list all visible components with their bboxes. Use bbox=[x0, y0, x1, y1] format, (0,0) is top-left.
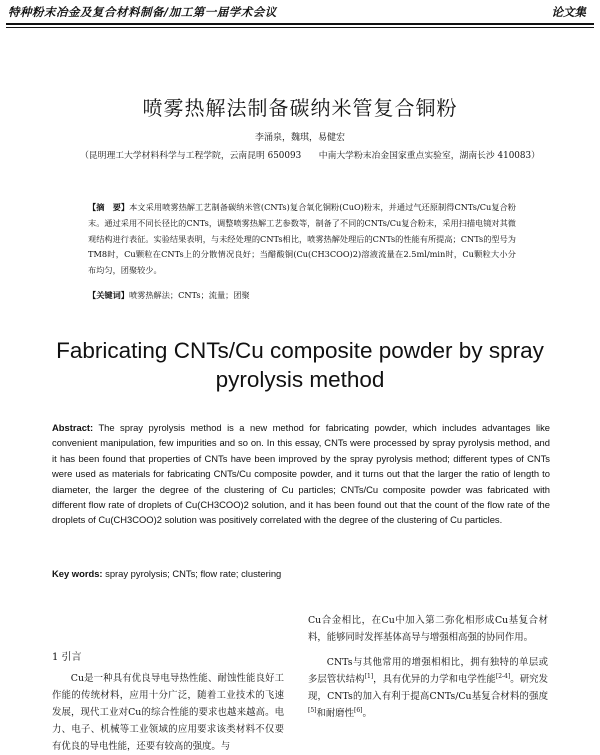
abstract-chinese bbox=[88, 200, 516, 279]
abstract-chinese-label: 【摘 要】 bbox=[88, 202, 130, 212]
intro-paragraph-1: Cu是一种具有优良导电导热性能、耐蚀性能良好工作能的传统材料，应用十分广泛，随着工业技术的飞速发展，现代工业对Cu的综合性能的要求也越来越高。电力、电子、机械等工业领域的应用要求该类材料不仅要有优良的导电性能，还要有较高的强度。与 bbox=[52, 673, 284, 752]
keywords-chinese-label: 【关键词】 bbox=[88, 290, 129, 300]
abstract-english-label: Abstract: bbox=[52, 422, 94, 433]
intro-paragraph-continued: Cu合金相比，在Cu中加入第二弥化相形成Cu基复合材料，能够同时发挥基体高导与增强相高强的协同作用。 bbox=[308, 615, 548, 643]
running-header-right: 论文集 bbox=[551, 5, 586, 19]
body-column-right bbox=[308, 612, 548, 722]
running-header-left: 特种粉末冶金及复合材料制备/加工第一届学术会议 bbox=[8, 5, 277, 19]
keywords-chinese bbox=[88, 290, 250, 301]
abstract-english-text: The spray pyrolysis method is a new method for fabricating powder, which includes advantages like convenient manipulation, few impurities and so on. In this essay, CNTs were processed by spray pyrolysis method, and it has been found that properties of CNTs have been improved by the spray pyrolysis method; different types of CNTs were used as materials for fabricating CNTs/Cu composite powder, and it turns out that the larger the ratio of length to diameter, the larger the degree of the clustering of Cu particles; CNTs/Cu composite powder was fabricated with different flow rate of droplets of Cu(CH3COO)2 solution, and it has been found out that the count of the flow rate of the droplets of Cu(CH3COO)2 solution was positively correlated with the degree of the clustering of Cu particles. bbox=[52, 422, 551, 526]
section-heading-introduction: 1 引言 bbox=[52, 652, 82, 663]
affiliation-chinese: （昆明理工大学材料科学与工程学院，云南昆明 650093 中南大学粉末冶金国家重点实验室，湖南长沙 410083） bbox=[80, 151, 540, 161]
header-rule-thin bbox=[6, 27, 594, 28]
title-chinese: 喷雾热解法制备碳纳米管复合铜粉 bbox=[142, 96, 458, 120]
intro-paragraph-2: CNTs与其他常用的增强相相比，拥有独特的单层或多层管状结构[1]，具有优异的力学和电学性能[2-4]。研究发现，CNTs的加入有利于提高CNTs/Cu基复合材料的强度[5]和耐磨性[6]。 bbox=[308, 657, 548, 719]
keywords-english-text: spray pyrolysis; CNTs; flow rate; clustering bbox=[105, 568, 282, 579]
body-column-left bbox=[52, 670, 284, 755]
header-rule-thick bbox=[6, 23, 594, 25]
title-english: Fabricating CNTs/Cu composite powder by spray pyrolysis method bbox=[56, 338, 544, 392]
keywords-chinese-text: 喷雾热解法；CNTs；流量；团聚 bbox=[128, 290, 250, 300]
keywords-english bbox=[52, 568, 281, 579]
abstract-english bbox=[52, 420, 550, 528]
abstract-chinese-text: 本文采用喷雾热解工艺制备碳纳米管(CNTs)复合氧化铜粉(CuO)粉末，并通过气还原制得CNTs/Cu复合粉末。通过采用不同长径比的CNTs，调整喷雾热解工艺参数等，制备了不同的CNTs/Cu复合粉末，采用扫描电镜对其微观结构进行表征。实验结果表明，与未经处理的CNTs相比，喷雾热解处理后的CNTs的性能有所提高；CNTs的型号为TM8时，Cu颗粒在CNTs上的分散情况良好；当醋酸铜(Cu(CH3COO)2)溶液流量在2.5ml/min时，Cu颗粒大小分布均匀，团聚较少。 bbox=[88, 202, 516, 276]
authors-chinese: 李涌泉，魏琪，易健宏 bbox=[254, 133, 345, 143]
keywords-english-label: Key words: bbox=[52, 568, 103, 579]
